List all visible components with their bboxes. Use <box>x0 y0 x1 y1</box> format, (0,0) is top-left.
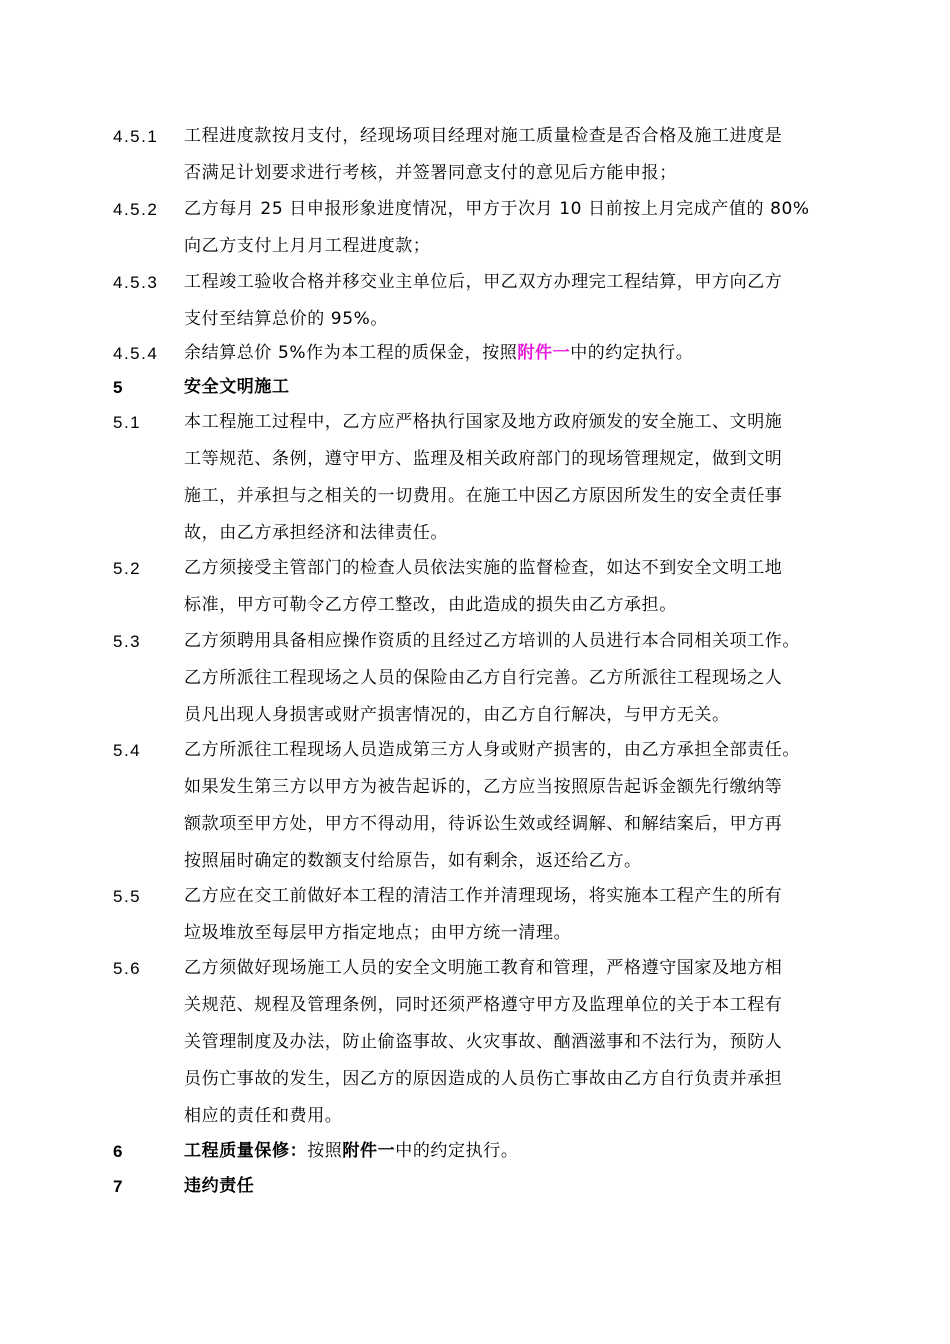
clause-number: 5.3 <box>113 632 142 651</box>
clause-text <box>184 732 844 880</box>
text-line: 员伤亡事故的发生，因乙方的原因造成的人员伤亡事故由乙方自行负责并承担 <box>184 1069 783 1089</box>
clause-text <box>184 335 844 372</box>
clause-number: 4.5.2 <box>113 200 159 219</box>
section-title: 安全文明施工 <box>184 377 290 397</box>
text-line: 乙方须聘用具备相应操作资质的且经过乙方培训的人员进行本合同相关项工作。 <box>184 631 800 651</box>
clause-number: 5.4 <box>113 741 142 760</box>
text-segment: 中的约定执行。 <box>570 343 694 363</box>
text-line: 关规范、规程及管理条例，同时还须严格遵守甲方及监理单位的关于本工程有 <box>184 995 783 1015</box>
text-line: 按照届时确定的数额支付给原告，如有剩余，返还给乙方。 <box>184 851 642 871</box>
text-line: 额款项至甲方处，甲方不得动用，待诉讼生效或经调解、和解结案后，甲方再 <box>184 814 783 834</box>
clause-text <box>184 550 844 624</box>
text-line: 关管理制度及办法，防止偷盗事故、火灾事故、酗酒滋事和不法行为，预防人 <box>184 1032 783 1052</box>
text-line: 垃圾堆放至每层甲方指定地点；由甲方统一清理。 <box>184 923 572 943</box>
attachment-link[interactable]: 附件一 <box>342 1141 396 1161</box>
text-line: 相应的责任和费用。 <box>184 1106 343 1126</box>
clause-number: 4.5.4 <box>113 344 159 363</box>
section-number: 7 <box>113 1177 124 1196</box>
clause-text <box>184 878 844 952</box>
clause-text <box>184 118 844 192</box>
text-segment: 余结算总价 5%作为本工程的质保金，按照 <box>184 343 518 363</box>
clause-number: 4.5.1 <box>113 127 159 146</box>
clause-number: 5.1 <box>113 413 142 432</box>
section-title: 违约责任 <box>184 1176 255 1196</box>
text-line: 乙方须接受主管部门的检查人员依法实施的监督检查，如达不到安全文明工地 <box>184 558 783 578</box>
text-segment: 按照 <box>307 1141 343 1161</box>
text-line <box>184 1133 844 1170</box>
clause-number: 4.5.3 <box>113 273 159 292</box>
text-line: 工等规范、条例，遵守甲方、监理及相关政府部门的现场管理规定，做到文明 <box>184 449 783 469</box>
clause-text <box>184 404 844 552</box>
clause-text <box>184 623 844 734</box>
section-number: 5 <box>113 378 124 397</box>
text-line <box>184 335 844 372</box>
attachment-link[interactable]: 附件一 <box>517 343 571 363</box>
text-line: 乙方所派往工程现场之人员的保险由乙方自行完善。乙方所派往工程现场之人 <box>184 668 783 688</box>
clause-text <box>184 264 844 338</box>
text-line: 支付至结算总价的 95%。 <box>184 309 388 329</box>
text-line: 施工，并承担与之相关的一切费用。在施工中因乙方原因所发生的安全责任事 <box>184 486 783 506</box>
text-line: 乙方应在交工前做好本工程的清洁工作并清理现场，将实施本工程产生的所有 <box>184 886 783 906</box>
text-line: 如果发生第三方以甲方为被告起诉的，乙方应当按照原告起诉金额先行缴纳等 <box>184 777 783 797</box>
text-segment: 中的约定执行。 <box>395 1141 519 1161</box>
clause-number: 5.5 <box>113 887 142 906</box>
clause-number: 5.6 <box>113 959 142 978</box>
clause-text <box>184 191 844 265</box>
clause-text <box>184 950 844 1135</box>
section-title: 工程质量保修： <box>184 1141 308 1161</box>
text-line: 故，由乙方承担经济和法律责任。 <box>184 523 448 543</box>
text-line: 乙方须做好现场施工人员的安全文明施工教育和管理，严格遵守国家及地方相 <box>184 958 783 978</box>
text-line: 乙方所派往工程现场人员造成第三方人身或财产损害的，由乙方承担全部责任。 <box>184 740 800 760</box>
text-line: 工程竣工验收合格并移交业主单位后，甲乙双方办理完工程结算，甲方向乙方 <box>184 272 783 292</box>
text-line: 否满足计划要求进行考核，并签署同意支付的意见后方能申报； <box>184 163 677 183</box>
section-number: 6 <box>113 1142 124 1161</box>
text-line: 标准，甲方可勒令乙方停工整改，由此造成的损失由乙方承担。 <box>184 595 677 615</box>
text-line: 工程进度款按月支付，经现场项目经理对施工质量检查是否合格及施工进度是 <box>184 126 783 146</box>
text-line: 员凡出现人身损害或财产损害情况的，由乙方自行解决，与甲方无关。 <box>184 705 730 725</box>
text-line: 本工程施工过程中，乙方应严格执行国家及地方政府颁发的安全施工、文明施 <box>184 412 783 432</box>
clause-number: 5.2 <box>113 559 142 578</box>
text-line: 乙方每月 25 日申报形象进度情况，甲方于次月 10 日前按上月完成产值的 80% <box>184 199 810 219</box>
text-line: 向乙方支付上月月工程进度款； <box>184 236 431 256</box>
